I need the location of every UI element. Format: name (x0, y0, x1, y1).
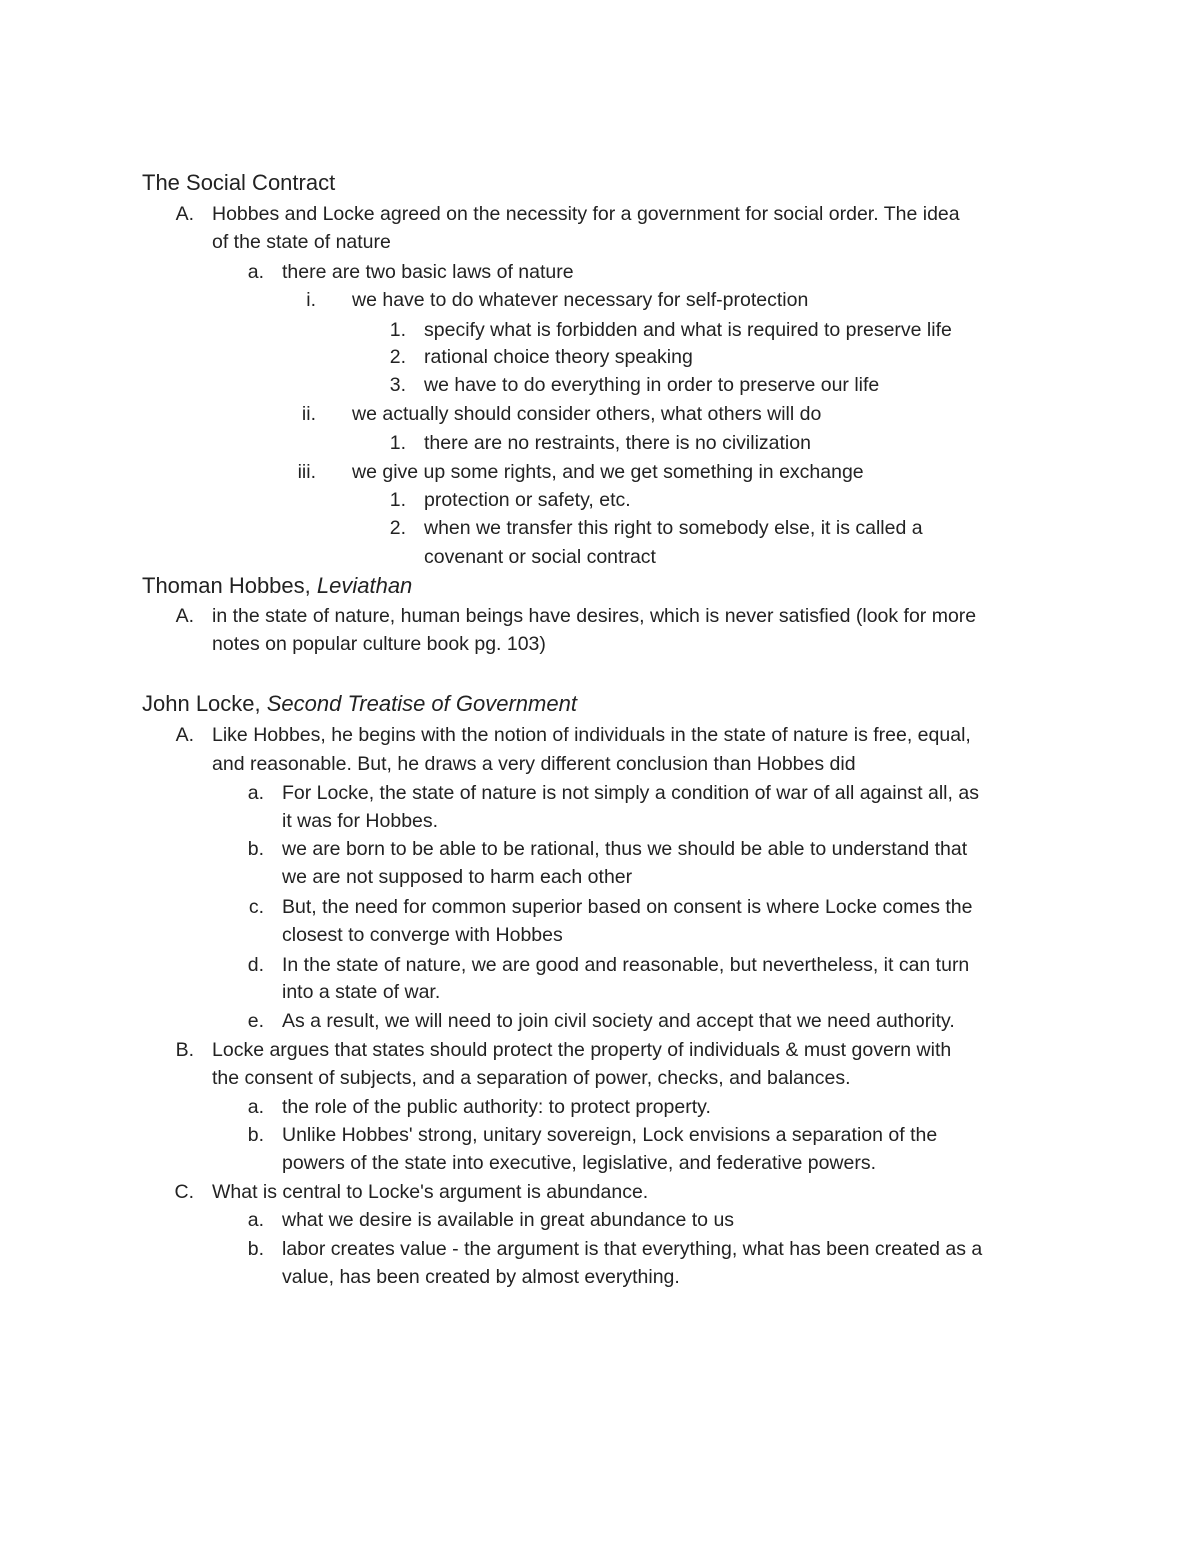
list-marker: b. (247, 1238, 264, 1260)
list-marker: a. (247, 782, 264, 804)
list-item-text: what we desire is available in great abundance to us (282, 1209, 735, 1231)
list-item-text: powers of the state into executive, legislative, and federative powers. (282, 1152, 876, 1174)
section-title-locke (142, 689, 577, 718)
list-marker: c. (248, 896, 264, 918)
list-item-text: value, has been created by almost everything. (282, 1266, 680, 1288)
list-item-text: Hobbes and Locke agreed on the necessity for a government for social order. The idea (212, 203, 960, 225)
list-marker: b. (247, 1124, 264, 1146)
list-item-text: For Locke, the state of nature is not simply a condition of war of all against all, as (282, 782, 979, 804)
section-title-text: John Locke, (142, 691, 267, 716)
section-title-hobbes (142, 571, 412, 600)
list-item-text: of the state of nature (212, 231, 391, 253)
list-item-text: rational choice theory speaking (424, 346, 693, 368)
list-item-text: in the state of nature, human beings have desires, which is never satisfied (look for more (212, 605, 977, 627)
list-marker: b. (247, 838, 264, 860)
list-marker: 1. (389, 489, 406, 511)
list-item-text: labor creates value - the argument is that everything, what has been created as a (282, 1238, 983, 1260)
list-item-text: we are not supposed to harm each other (282, 866, 633, 888)
section-title-italic: Leviathan (316, 573, 413, 598)
list-item-text: the consent of subjects, and a separation of power, checks, and balances. (212, 1067, 851, 1089)
list-item-text: we actually should consider others, what others will do (352, 403, 822, 425)
list-marker: 1. (389, 432, 406, 454)
list-item-text: covenant or social contract (424, 546, 656, 568)
list-marker: 2. (389, 346, 406, 368)
list-item-text: we give up some rights, and we get something in exchange (352, 461, 864, 483)
list-marker: ii. (301, 403, 316, 425)
section-title-social-contract (142, 168, 335, 197)
list-item-text: we have to do whatever necessary for self-protection (352, 289, 809, 311)
list-marker: iii. (297, 461, 316, 483)
list-marker: d. (247, 954, 264, 976)
list-item-text: In the state of nature, we are good and reasonable, but nevertheless, it can turn (282, 954, 970, 976)
list-item-text: when we transfer this right to somebody else, it is called a (424, 517, 923, 539)
list-item-text: into a state of war. (282, 981, 441, 1003)
list-marker: B. (175, 1039, 194, 1061)
list-item-text: Locke argues that states should protect the property of individuals & must govern with (212, 1039, 952, 1061)
list-item-text: it was for Hobbes. (282, 810, 439, 832)
list-item-text: we have to do everything in order to preserve our life (424, 374, 880, 396)
list-item-text: What is central to Locke's argument is abundance. (212, 1181, 649, 1203)
list-item-text: Unlike Hobbes' strong, unitary sovereign, Lock envisions a separation of the (282, 1124, 938, 1146)
list-marker: 3. (389, 374, 406, 396)
list-item-text: protection or safety, etc. (424, 489, 631, 511)
list-marker: A. (175, 724, 194, 746)
list-item-text: As a result, we will need to join civil society and accept that we need authority. (282, 1010, 955, 1032)
list-marker: A. (175, 203, 194, 225)
list-item-text: we are born to be able to be rational, thus we should be able to understand that (282, 838, 968, 860)
list-item-text: and reasonable. But, he draws a very different conclusion than Hobbes did (212, 753, 856, 775)
list-marker: a. (247, 1096, 264, 1118)
list-item-text: the role of the public authority: to protect property. (282, 1096, 711, 1118)
list-item-text: closest to converge with Hobbes (282, 924, 563, 946)
list-item-text: But, the need for common superior based on consent is where Locke comes the (282, 896, 973, 918)
list-marker: 2. (389, 517, 406, 539)
list-item-text: there are no restraints, there is no civilization (424, 432, 811, 454)
list-item-text: notes on popular culture book pg. 103) (212, 633, 546, 655)
list-marker: e. (247, 1010, 264, 1032)
list-marker: C. (174, 1181, 194, 1203)
list-marker: a. (247, 1209, 264, 1231)
section-title-text: Thoman Hobbes, (142, 573, 317, 598)
list-marker: i. (306, 289, 316, 311)
list-item-text: Like Hobbes, he begins with the notion of individuals in the state of nature is free, equal, (212, 724, 971, 746)
list-item-text: specify what is forbidden and what is required to preserve life (424, 319, 952, 341)
section-title-italic: Second Treatise of Government (266, 691, 577, 716)
list-item-text: there are two basic laws of nature (282, 261, 574, 283)
list-marker: 1. (389, 319, 406, 341)
list-marker: A. (175, 605, 194, 627)
section-title-text: The Social Contract (142, 170, 336, 195)
list-marker: a. (247, 261, 264, 283)
